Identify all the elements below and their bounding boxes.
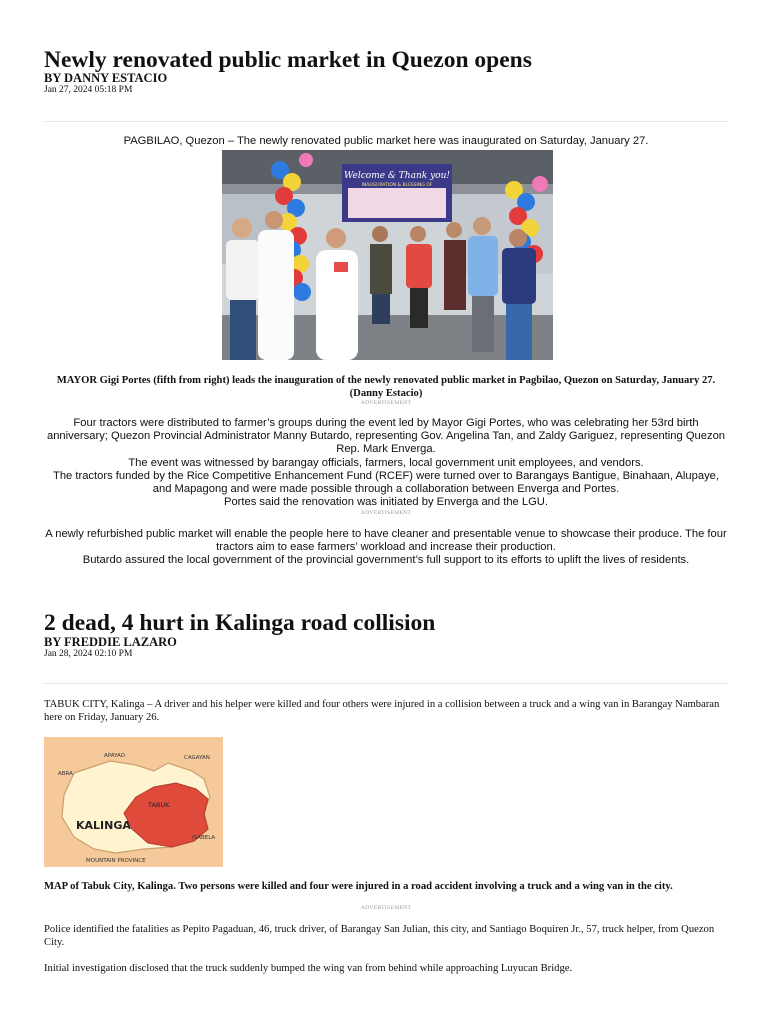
advertisement-label: ADVERTISEMENT — [360, 400, 412, 406]
article2-headline: 2 dead, 4 hurt in Kalinga road collision — [44, 610, 436, 636]
article1-byline: BY DANNY ESTACIO — [44, 71, 168, 85]
article1-photo-caption: MAYOR Gigi Portes (fifth from right) leads the inauguration of the newly renovated public market in Pagbilao, Quezon on Saturday, January 27. (Danny Estacio) — [56, 375, 716, 399]
article1-body-block-1 — [44, 417, 728, 509]
map-label-kalinga: KALINGA — [76, 819, 131, 832]
advertisement-label: ADVERTISEMENT — [360, 510, 412, 516]
article2-date: Jan 28, 2024 02:10 PM — [44, 649, 133, 659]
map-label-abra: ABRA — [58, 771, 73, 777]
article1-paragraph: Butardo assured the local government of the provincial government’s full support to its efforts to uplift the lives of residents. — [82, 554, 690, 567]
banner-subtitle: INAUGURATION & BLESSING OF — [361, 183, 433, 188]
article1-paragraph: The tractors funded by the Rice Competitive Enhancement Fund (RCEF) were turned over to Barangays Bantigue, Binahaan, Alupaye, and Mapagong and were made possible through a collaboration between Enverga and Portes. — [52, 469, 720, 496]
article1-photo — [222, 150, 553, 360]
article2-paragraph: Police identified the fatalities as Pepito Pagaduan, 46, truck driver, of Barangay San Julian, this city, and Santiago Boquiren Jr., 57, truck helper, from Quezon City. — [44, 924, 715, 949]
inauguration-photo-illustration — [222, 150, 553, 360]
article1-lead: PAGBILAO, Quezon – The newly renovated public market here was inaugurated on Saturday, January 27. — [123, 135, 649, 147]
article1-paragraph: The event was witnessed by barangay officials, farmers, local government unit employees, and vendors. — [128, 456, 644, 469]
article1-body-block-2 — [44, 528, 728, 568]
article2-divider — [44, 683, 728, 684]
article2-map-caption: MAP of Tabuk City, Kalinga. Two persons were killed and four were injured in a road accident involving a truck and a wing van in the city. — [44, 881, 673, 892]
map-label-isabela: ISABELA — [192, 835, 216, 841]
article1-date: Jan 27, 2024 05:18 PM — [44, 85, 133, 95]
map-label-cagayan: CAGAYAN — [184, 755, 210, 761]
map-label-apayao: APAYAO — [104, 753, 125, 759]
article2-map — [44, 737, 223, 867]
kalinga-map-illustration — [44, 737, 223, 867]
article1-headline: Newly renovated public market in Quezon opens — [44, 47, 532, 73]
article2-lead: TABUK CITY, Kalinga – A driver and his helper were killed and four others were injured in a collision between a truck and a wing van in Barangay Nambaran here on Friday, January 26. — [44, 699, 720, 724]
banner-title: Welcome & Thank you! — [344, 171, 450, 181]
article1-paragraph: Four tractors were distributed to farmer’s groups during the event led by Mayor Gigi Portes, who was celebrating her 53rd birth anniversary; Quezon Provincial Administrator Manny Butardo, representing Gov. Angelina Tan, and Zaldy Gariguez, representing Quezon Rep. Mark Enverga. — [46, 417, 726, 456]
article1-paragraph: A newly refurbished public market will enable the people here to have cleaner and presentable venue to showcase their produce. The four tractors aim to ease farmers’ workload and increase their production. — [45, 528, 727, 554]
map-label-mountain-province: MOUNTAIN PROVINCE — [86, 858, 146, 864]
article1-divider — [44, 121, 728, 122]
advertisement-label: ADVERTISEMENT — [360, 905, 412, 911]
map-label-tabuk: TABUK — [148, 801, 170, 809]
article2-byline: BY FREDDIE LAZARO — [44, 635, 177, 649]
article1-paragraph: Portes said the renovation was initiated by Enverga and the LGU. — [223, 496, 548, 509]
article2-paragraph: Initial investigation disclosed that the truck suddenly bumped the wing van from behind while approaching Luyucan Bridge. — [44, 963, 573, 974]
